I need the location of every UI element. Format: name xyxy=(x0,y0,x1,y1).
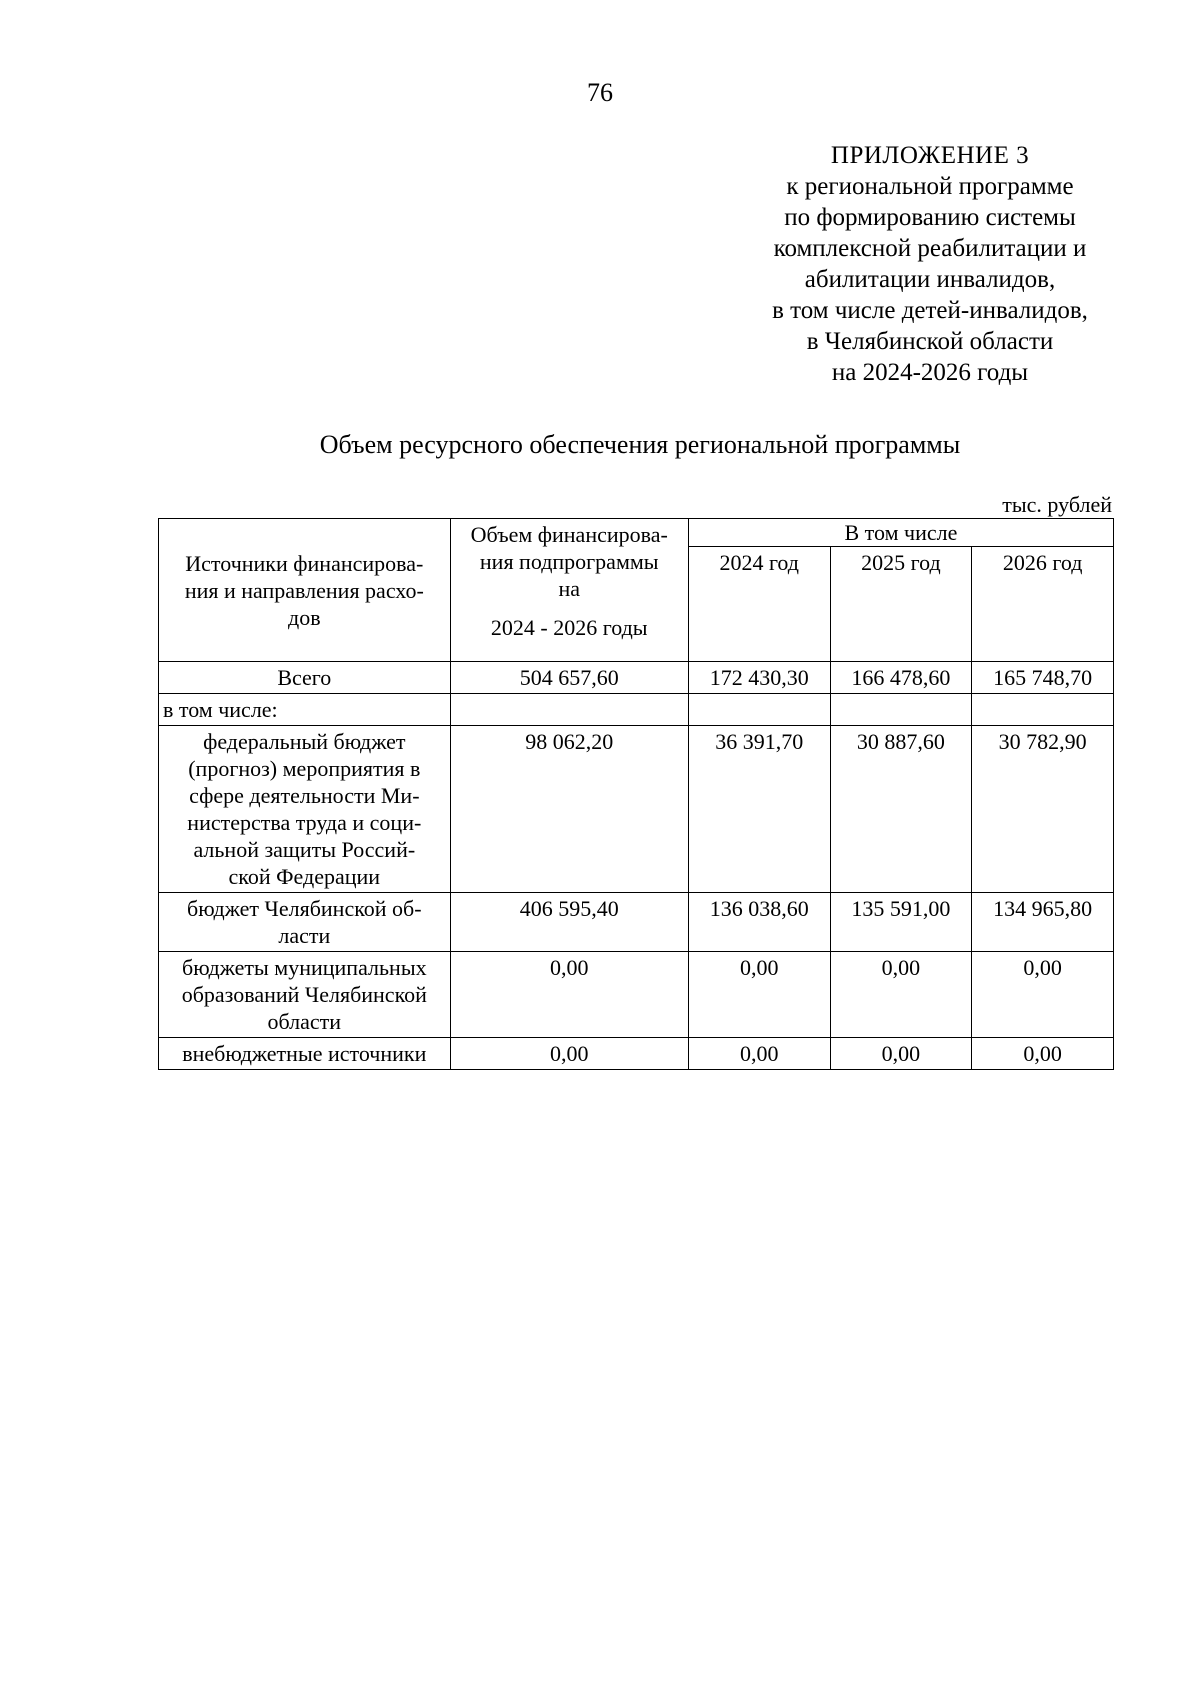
header-total-line: ния подпрограммы xyxy=(479,549,659,574)
row-label-line: сфере деятельности Ми- xyxy=(189,783,420,808)
appendix-line: комплексной реабилитации и xyxy=(773,235,1087,262)
header-year-2024: 2024 год xyxy=(688,547,830,662)
row-label-line: (прогноз) мероприятия в xyxy=(188,756,421,781)
header-source-line: дов xyxy=(288,604,321,630)
row-label xyxy=(159,893,451,952)
header-source xyxy=(159,519,451,662)
header-group: В том числе xyxy=(688,519,1113,547)
cell-2025: 0,00 xyxy=(830,952,972,1038)
header-total xyxy=(450,519,688,662)
header-total-line: Объем финансирова- xyxy=(470,522,668,547)
cell-2025: 166 478,60 xyxy=(830,662,972,694)
cell-2024 xyxy=(688,694,830,726)
appendix-heading xyxy=(720,140,1140,388)
units-label: тыс. рублей xyxy=(1002,492,1112,517)
cell-2024: 0,00 xyxy=(688,952,830,1038)
row-label xyxy=(159,726,451,893)
document-title: Объем ресурсного обеспечения региональной программы xyxy=(319,430,961,459)
cell-2026: 0,00 xyxy=(972,952,1114,1038)
row-label-line: образований Челябинской xyxy=(181,982,427,1007)
cell-2024: 172 430,30 xyxy=(688,662,830,694)
cell-total: 406 595,40 xyxy=(450,893,688,952)
header-total-line: на xyxy=(558,576,581,601)
page-number: 76 xyxy=(587,78,613,107)
appendix-line: к региональной программе xyxy=(786,173,1074,200)
row-label-line: внебюджетные источники xyxy=(182,1041,427,1066)
cell-total: 504 657,60 xyxy=(450,662,688,694)
cell-2026 xyxy=(972,694,1114,726)
appendix-line: абилитации инвалидов, xyxy=(804,266,1056,293)
row-label-line: федеральный бюджет xyxy=(203,729,406,754)
appendix-line: на 2024-2026 годы xyxy=(831,359,1029,386)
table-header-row xyxy=(159,519,1114,547)
cell-2025: 135 591,00 xyxy=(830,893,972,952)
cell-2025: 30 887,60 xyxy=(830,726,972,893)
cell-total: 98 062,20 xyxy=(450,726,688,893)
row-label xyxy=(159,952,451,1038)
row-label-line: ской Федерации xyxy=(228,864,381,889)
row-label xyxy=(159,1038,451,1070)
header-source-line: Источники финансирова- xyxy=(185,550,424,576)
cell-2024: 36 391,70 xyxy=(688,726,830,893)
row-label-line: ласти xyxy=(278,923,331,948)
row-label xyxy=(159,694,451,726)
table-row xyxy=(159,1038,1114,1070)
appendix-line: в Челябинской области xyxy=(806,328,1054,355)
funding-table xyxy=(158,518,1114,1070)
row-label-line: Всего xyxy=(277,665,332,690)
header-source-line: ния и направления расхо- xyxy=(184,577,424,603)
row-label-line: бюджет Челябинской об- xyxy=(187,896,422,921)
cell-2024: 0,00 xyxy=(688,1038,830,1070)
header-total-period: 2024 - 2026 годы xyxy=(490,615,648,640)
cell-total xyxy=(450,694,688,726)
header-year-2025: 2025 год xyxy=(830,547,972,662)
row-label-line: бюджеты муниципальных xyxy=(182,955,427,980)
table-row xyxy=(159,662,1114,694)
cell-2026: 134 965,80 xyxy=(972,893,1114,952)
appendix-title: ПРИЛОЖЕНИЕ 3 xyxy=(830,142,1030,169)
appendix-line: в том числе детей-инвалидов, xyxy=(772,297,1088,324)
cell-total: 0,00 xyxy=(450,1038,688,1070)
row-label xyxy=(159,662,451,694)
cell-2025: 0,00 xyxy=(830,1038,972,1070)
cell-total: 0,00 xyxy=(450,952,688,1038)
appendix-line: по формированию системы xyxy=(784,204,1076,231)
cell-2026: 165 748,70 xyxy=(972,662,1114,694)
cell-2024: 136 038,60 xyxy=(688,893,830,952)
table-row xyxy=(159,952,1114,1038)
table-row xyxy=(159,694,1114,726)
cell-2025 xyxy=(830,694,972,726)
row-label-line: области xyxy=(267,1009,342,1034)
header-year-2026: 2026 год xyxy=(972,547,1114,662)
row-label-line: нистерства труда и соци- xyxy=(187,810,422,835)
cell-2026: 30 782,90 xyxy=(972,726,1114,893)
row-label-line: альной защиты Россий- xyxy=(193,837,416,862)
row-label-line: в том числе: xyxy=(163,697,278,722)
table-row xyxy=(159,893,1114,952)
cell-2026: 0,00 xyxy=(972,1038,1114,1070)
table-row xyxy=(159,726,1114,893)
